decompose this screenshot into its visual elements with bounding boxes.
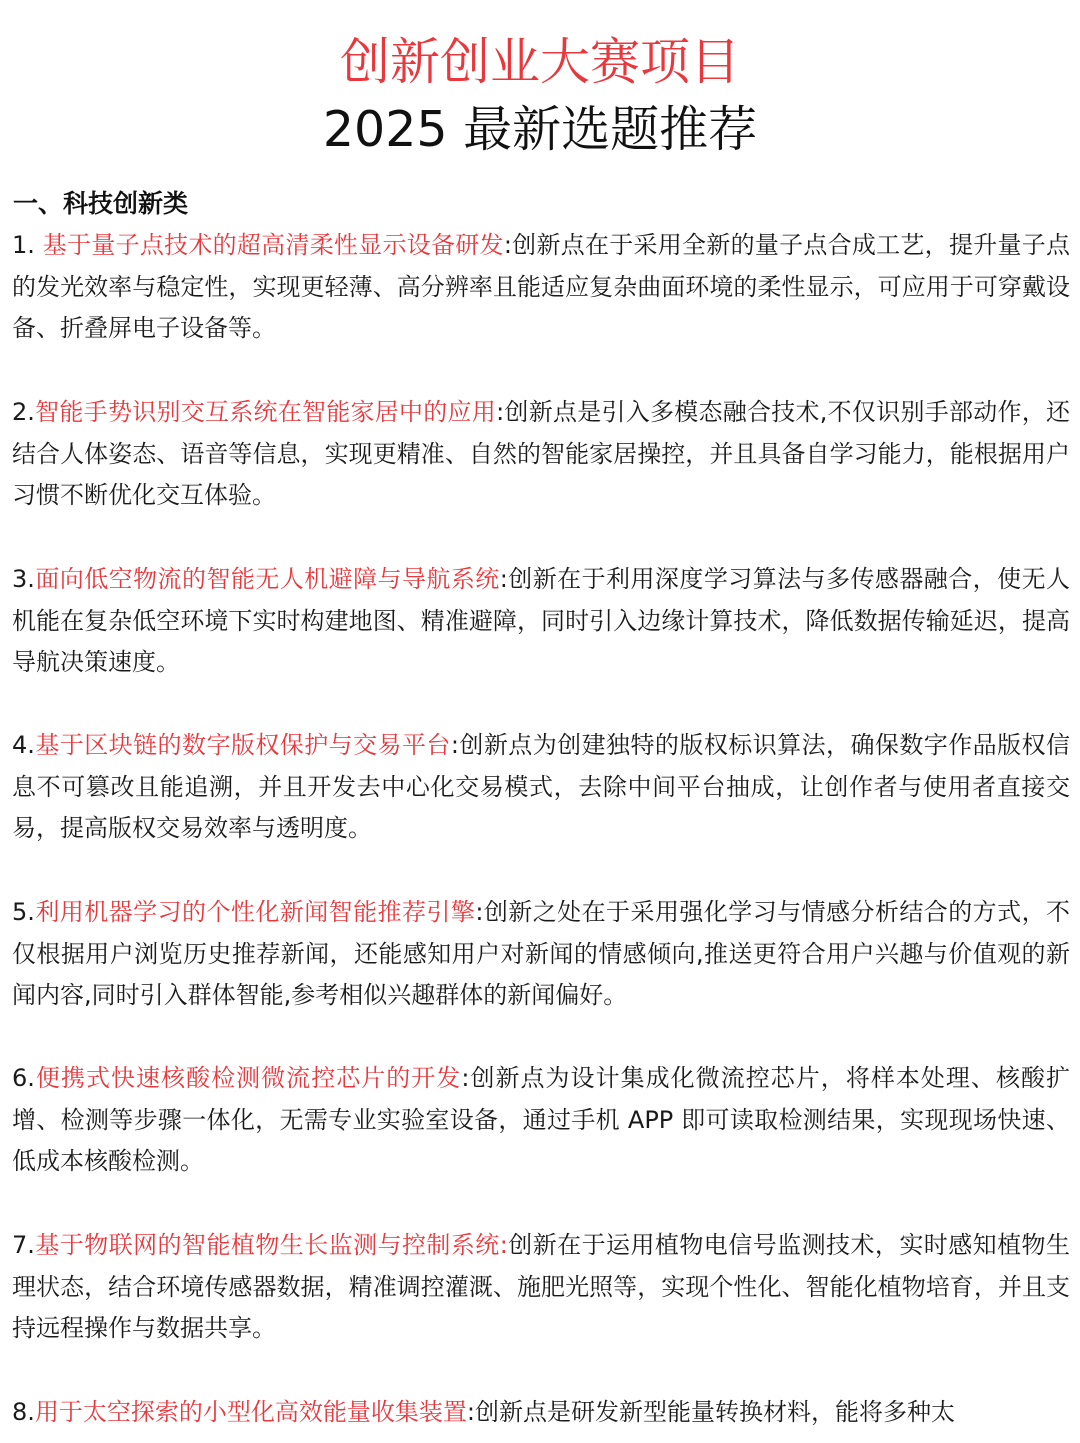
item-topic: 基于物联网的智能植物生长监测与控制系统: [34,1231,508,1259]
list-item [12,559,1070,684]
list-item [12,1225,1070,1350]
page-subtitle: 2025 最新选题推荐 [322,101,758,158]
item-description: 创新点为创建独特的版权标识算法，确保数字作品版权信息不可篡改且能追溯，并且开发去中心化交易模式，去除中间平台抽成，让创作者与使用者直接交易，提高版权交易效率与透明度。 [12,731,1070,842]
list-item [12,892,1070,1017]
item-description: 创新点是研发新型能量转换材料，能将多种太 [475,1398,955,1426]
list-item [12,725,1070,850]
list-item [12,225,1070,350]
item-separator: : [461,1064,470,1092]
item-topic: 便携式快速核酸检测微流控芯片的开发 [34,1064,462,1092]
page-title: 创新创业大赛项目 [340,33,740,91]
item-topic: 智能手势识别交互系统在智能家居中的应用 [34,398,497,426]
item-number: 2. [12,398,35,426]
item-number: 4. [12,731,35,759]
item-separator: : [499,565,508,593]
item-number: 3. [12,565,35,593]
item-topic: 利用机器学习的个性化新闻智能推荐引擎 [34,898,476,926]
list-item [12,1392,1070,1434]
item-number: 6. [12,1064,35,1092]
item-description: 创新之处在于采用强化学习与情感分析结合的方式，不仅根据用户浏览历史推荐新闻，还能感知用户对新闻的情感倾向,推送更符合用户兴趣与价值观的新闻内容,同时引入群体智能,参考相似兴趣群体的新闻偏好。 [12,898,1071,1009]
list-item [12,392,1070,517]
item-number: 7. [12,1231,35,1259]
item-separator: : [450,731,459,759]
item-description: 创新点是引入多模态融合技术,不仅识别手部动作，还结合人体姿态、语音等信息，实现更精准、自然的智能家居操控，并且具备自学习能力，能根据用户习惯不断优化交互体验。 [12,398,1070,509]
item-separator: : [503,231,512,259]
item-topic: 面向低空物流的智能无人机避障与导航系统 [34,565,500,593]
item-separator: : [496,398,505,426]
item-number: 1. [12,231,43,259]
item-number: 5. [12,898,35,926]
item-number: 8. [12,1398,35,1426]
item-description: 创新在于利用深度学习算法与多传感器融合，使无人机能在复杂低空环境下实时构建地图、精准避障，同时引入边缘计算技术，降低数据传输延迟，提高导航决策速度。 [12,565,1071,676]
list-item [12,1058,1070,1183]
item-description: 创新点在于采用全新的量子点合成工艺，提升量子点的发光效率与稳定性，实现更轻薄、高分辨率且能适应复杂曲面环境的柔性显示，可应用于可穿戴设备、折叠屏电子设备等。 [12,231,1071,342]
item-description: 创新点为设计集成化微流控芯片，将样本处理、核酸扩增、检测等步骤一体化，无需专业实验室设备，通过手机 APP 即可读取检测结果，实现现场快速、低成本核酸检测。 [12,1064,1071,1175]
item-topic: 基于区块链的数字版权保护与交易平台 [34,731,451,759]
section-heading: 一、科技创新类 [13,189,189,218]
item-topic: 用于太空探索的小型化高效能量收集装置 [34,1398,467,1426]
item-separator: : [475,898,484,926]
item-description: 创新在于运用植物电信号监测技术，实时感知植物生理状态，结合环境传感器数据，精准调控灌溉、施肥光照等，实现个性化、智能化植物培育，并且支持远程操作与数据共享。 [12,1231,1070,1342]
item-topic: 基于量子点技术的超高清柔性显示设备研发 [42,231,504,259]
item-separator: : [466,1398,475,1426]
